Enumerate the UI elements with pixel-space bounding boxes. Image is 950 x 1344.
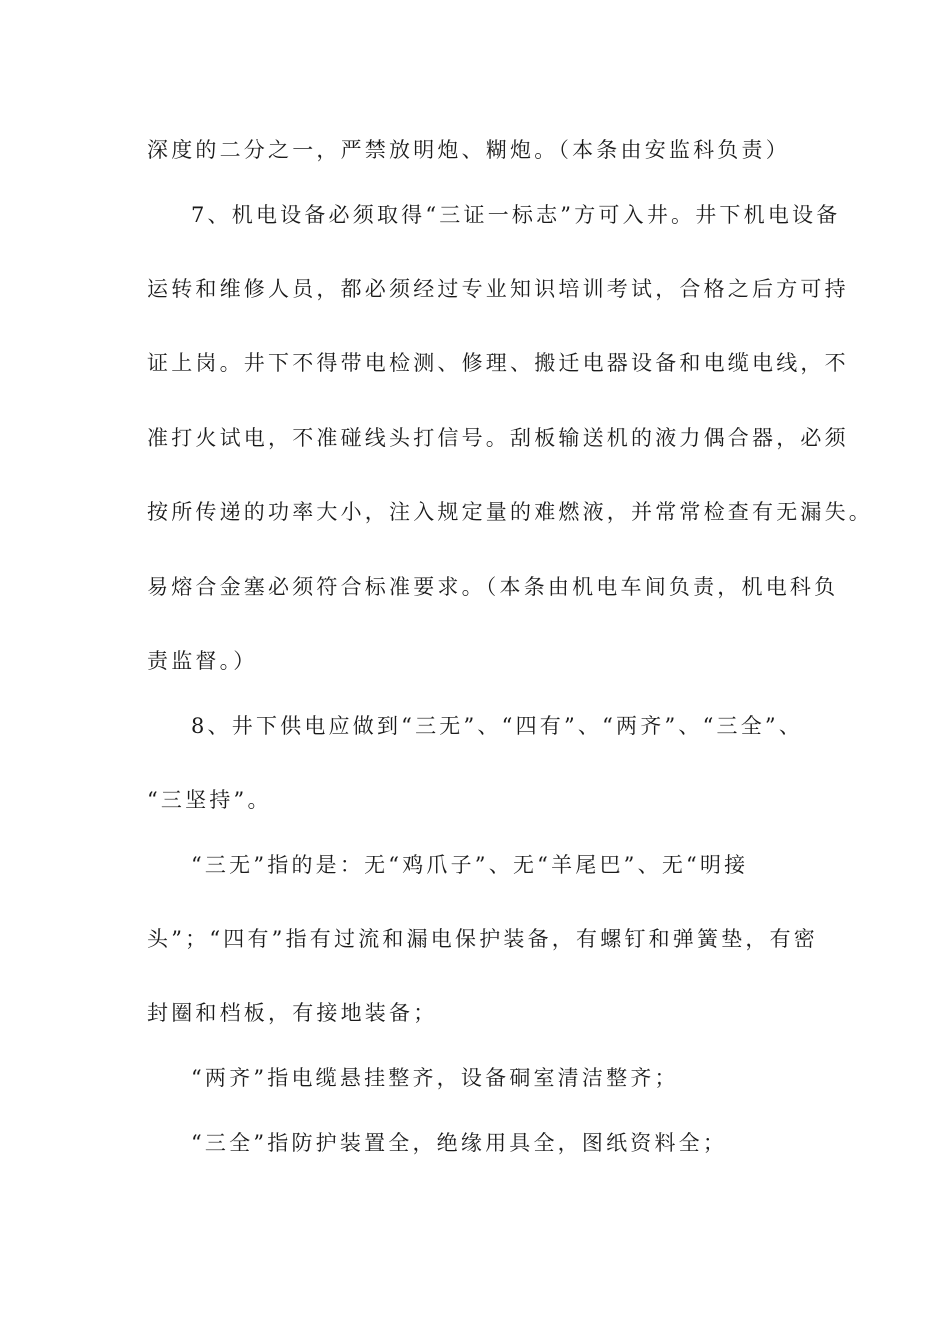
text-line-10: “三坚持”。 [147,788,272,812]
text-line-8: 责监督。） [147,649,258,673]
text-line-2: 7、机电设备必须取得“三证一标志”方可入井。井下机电设备 [191,203,841,227]
text-line-9: 8、井下供电应做到“三无”、“四有”、“两齐”、“三全”、 [191,714,804,738]
text-line-13: 封圈和档板，有接地装备； [147,1001,438,1025]
text-line-15: “三全”指防护装置全，绝缘用具全，图纸资料全； [191,1131,728,1155]
text-line-6: 按所传递的功率大小，注入规定量的难燃液，并常常检查有无漏失。 [147,500,873,524]
text-line-5: 准打火试电，不准碰线头打信号。刮板输送机的液力偶合器，必须 [147,426,849,450]
text-line-1: 深度的二分之一，严禁放明炮、糊炮。（本条由安监科负责） [147,138,790,162]
text-line-3: 运转和维修人员，都必须经过专业知识培训考试，合格之后方可持 [147,277,849,301]
text-line-14: “两齐”指电缆悬挂整齐，设备硐室清洁整齐； [191,1066,679,1090]
text-line-11: “三无”指的是：无“鸡爪子”、无“羊尾巴”、无“明接 [191,853,749,877]
text-line-12: 头”；“四有”指有过流和漏电保护装备，有螺钉和弹簧垫，有密 [147,927,819,951]
text-line-4: 证上岗。井下不得带电检测、修理、搬迁电器设备和电缆电线，不 [147,351,849,375]
text-line-7: 易熔合金塞必须符合标准要求。（本条由机电车间负责，机电科负 [147,575,839,599]
